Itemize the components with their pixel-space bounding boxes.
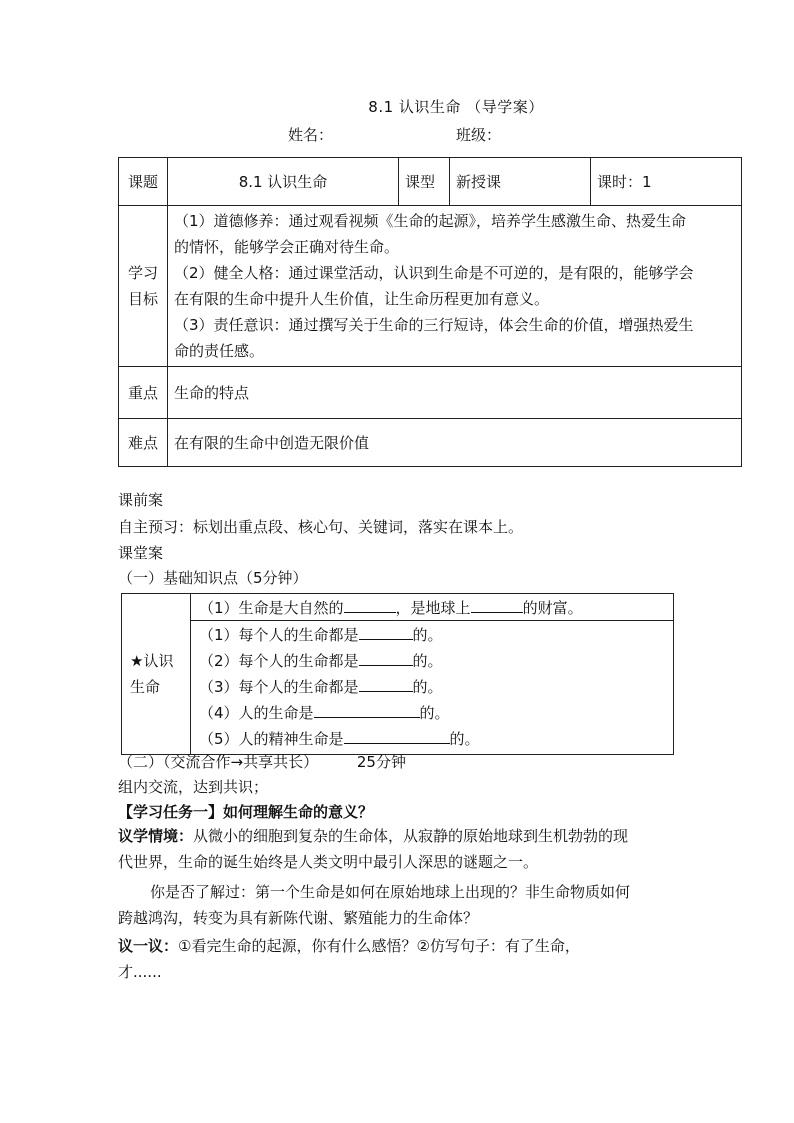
table-row: [122, 621, 674, 755]
difficulty-label: 难点: [119, 419, 168, 467]
part1-heading: （一）基础知识点（5分钟）: [118, 569, 308, 587]
table-row: [119, 206, 742, 367]
goal-line: （3）责任意识：通过撰写关于生命的三行短诗，体会生命的价值，增强热爱生: [174, 316, 694, 334]
part2-heading: （二）（交流合作→共享共长） 25分钟: [118, 753, 406, 771]
difficulty-value: 在有限的生命中创造无限价值: [168, 419, 742, 467]
fill-row: （1）每个人的生命都是 的。: [199, 626, 443, 644]
pre-class-task: 自主预习：标划出重点段、核心句、关键词，落实在课本上。: [118, 518, 524, 536]
key-point-label: 重点: [119, 367, 168, 419]
group-discussion: 组内交流，达到共识；: [118, 778, 269, 796]
lesson-info-table: [118, 157, 742, 467]
goal-line: 命的责任感。: [174, 342, 265, 360]
blank-field[interactable]: [359, 625, 413, 640]
task1-title: 【学习任务一】如何理解生命的意义？: [118, 803, 374, 821]
table-row: [119, 419, 742, 467]
fill-row: （2）每个人的生命都是 的。: [199, 652, 443, 670]
type-value: 新授课: [450, 158, 591, 206]
fill-row-1: （1）生命是大自然的 ，是地球上 的财富。: [191, 594, 674, 621]
blank-field[interactable]: [314, 703, 420, 718]
blank-field[interactable]: [359, 651, 413, 666]
blank-field[interactable]: [471, 598, 523, 613]
blank-field[interactable]: [344, 598, 396, 613]
goal-line: （2）健全人格：通过课堂活动，认识到生命是不可逆的，是有限的，能够学会: [174, 264, 694, 282]
pre-class-heading: 课前案: [118, 491, 164, 509]
fill-row: （5）人的精神生命是 的。: [199, 730, 480, 748]
class-label: 班级：: [456, 126, 502, 144]
table-row: [122, 594, 674, 621]
period-value: 课时：1: [591, 158, 742, 206]
goal-line: （1）道德修养：通过观看视频《生命的起源》，培养学生感激生命、热爱生命: [174, 212, 687, 230]
key-point-value: 生命的特点: [168, 367, 742, 419]
topic-value: 8.1 认识生命: [168, 158, 399, 206]
knowledge-label: ★认识 生命: [122, 594, 191, 755]
topic-label: 课题: [119, 158, 168, 206]
situation-paragraph: 议学情境：从微小的细胞到复杂的生命体，从寂静的原始地球到生机勃勃的现 代世界，生命的诞生始终是人类文明中最引人深思的谜题之一。 你是否了解过：第一个生命是如何在原始地球上出现的？非生命物质如何 跨越鸿沟，转变为具有新陈代谢、繁殖能力的生命体？ 议一议：①看完生命的起源，你有什么感悟？②仿写句子：有了生命， 才......: [118, 827, 631, 981]
learning-goals: [168, 206, 742, 367]
fill-row: （4）人的生命是 的。: [199, 704, 450, 722]
blank-field[interactable]: [344, 729, 450, 744]
name-class-line: [288, 124, 502, 145]
table-row: [119, 367, 742, 419]
discuss-label: 议一议：: [118, 937, 179, 955]
fill-rows: [191, 621, 674, 755]
goals-label: 学习 目标: [119, 206, 168, 367]
name-label: 姓名：: [288, 126, 334, 144]
knowledge-table: [121, 593, 674, 755]
part2-time: 25分钟: [356, 753, 406, 771]
type-label: 课型: [399, 158, 450, 206]
goal-line: 在有限的生命中提升人生价值，让生命历程更加有意义。: [174, 290, 550, 308]
blank-field[interactable]: [359, 677, 413, 692]
goal-line: 的情怀，能够学会正确对待生命。: [174, 238, 400, 256]
situation-label: 议学情境：: [118, 827, 194, 845]
fill-row: （3）每个人的生命都是 的。: [199, 678, 443, 696]
page-title: 8.1 认识生命 （导学案）: [368, 98, 544, 116]
table-row: [119, 158, 742, 206]
in-class-heading: 课堂案: [118, 544, 164, 562]
